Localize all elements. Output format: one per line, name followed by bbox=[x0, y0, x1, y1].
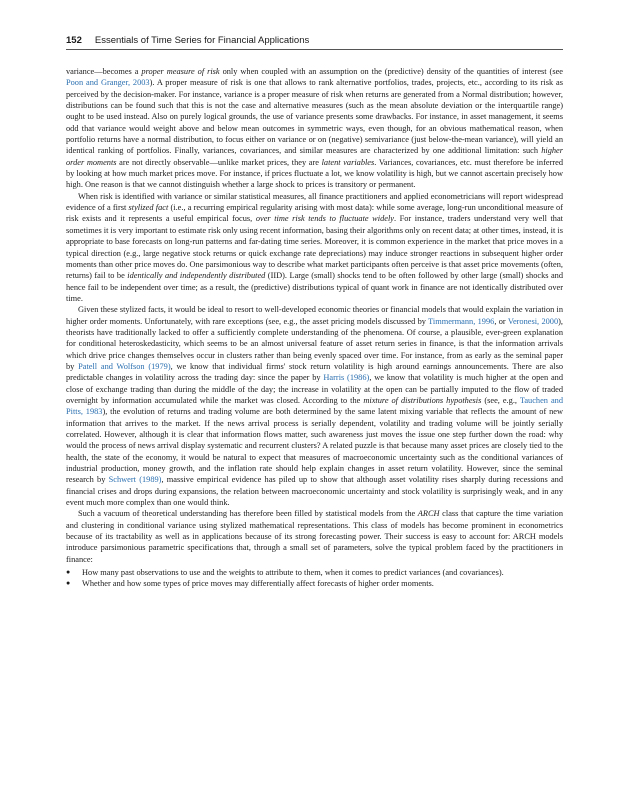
bullet-item: ● Whether and how some types of price moves may differentially affect forecasts of higher order moments. bbox=[66, 578, 563, 589]
text-run: When risk is identified with variance or similar statistical measures, all finance practitioners and applied econometricians will report widespread evidence of a first bbox=[66, 191, 563, 213]
citation-link[interactable]: Schwert (1989) bbox=[108, 475, 162, 485]
paragraph-4 bbox=[66, 508, 563, 565]
text-run: Given these stylized facts, it would be ideal to resort to well-developed economic theories or financial models that would explain the variation in higher order moments. Unfortunately, with rare exceptions (see, e.g., the asset pricing models discussed by bbox=[66, 305, 563, 326]
text-run: class that capture the time variation and clustering in conditional variance using stylized mathematical representations. This class of models has become prominent in econometrics because of its tractability as well as in applications because of its strong forecasting power. Their success is easy to account for: ARCH models introduce parsimonious parametric specifications that, through a small set of parameters, solve the typical problem faced by the practitioners in finance: bbox=[66, 509, 563, 564]
text-run: ), theorists have traditionally lacked to offer a sufficiently complete understanding of the phenomena. Of course, a plausible, ever-green explanation for conditional heteroskedasticity, which seems to be an almost universal feature of asset return series in finance, is that the information arrivals which drive price changes themselves occur in clusters rather than being evenly spaced over time. For instance, from as early as the seminal paper by bbox=[66, 316, 564, 371]
text-run: . Variances, covariances, etc. must therefore be inferred by looking at how much market prices move. For instance, if prices fluctuate a lot, we know volatility is high, but we cannot ascertain precisely how high. One reason is that we cannot distinguish whether a large shock to prices is transitory or permanent. bbox=[66, 157, 563, 190]
emphasis: identically and independently distributed bbox=[127, 271, 266, 281]
emphasis: higher order moments bbox=[66, 146, 563, 167]
emphasis: latent variables bbox=[321, 157, 375, 167]
text-run: , massive empirical evidence has piled up to show that although asset volatility rises sharply during recessions and financial crises and drops during expansions, the relation between macroeconomic uncertainty and stock volatility is surprisingly weak, and in any event much more complex than one would think. bbox=[66, 475, 564, 508]
header-rule bbox=[66, 49, 563, 50]
text-run: variance—becomes a bbox=[66, 67, 142, 76]
paragraph-3 bbox=[66, 304, 563, 508]
emphasis: ARCH bbox=[417, 509, 440, 519]
citation-link[interactable]: Patell and Wolfson (1979) bbox=[78, 361, 171, 371]
emphasis: stylized fact bbox=[128, 203, 169, 213]
text-run: (i.e., a recurring empirical regularity arising with most data): while some average, long-run unconditional measure of risk exists and it represents a useful empirical focus, bbox=[66, 203, 564, 224]
citation-link[interactable]: Tauchen and Pitts, 1983 bbox=[66, 395, 563, 417]
text-run: only when coupled with an assumption on the (predictive) density of the quantities of interest (see bbox=[219, 67, 563, 76]
text-run: (see, e.g., bbox=[481, 395, 520, 405]
text-run: . For instance, traders understand very well that sometimes it is very important to estimate risk only using recent information, basing their algorithms only on recent data; at other times, instead, it is appropriate to base forecasts on long-run patterns and far-dating time series. Moreover, it is common experience in the market that price moves in a typical direction (e.g., large negative stock returns or quick exchange rate depreciations) may induce stronger reactions in subsequent higher order moments than other price moves do. One parsimonious way to describe what market participants often perceive is that asset price movements (often, returns) fail to be bbox=[66, 214, 563, 281]
citation-link[interactable]: Timmermann, 1996 bbox=[428, 316, 495, 326]
running-header bbox=[66, 35, 563, 46]
citation-link[interactable]: Poon and Granger, 2003 bbox=[66, 78, 150, 88]
emphasis: mixture of distributions hypothesis bbox=[363, 395, 482, 405]
bullet-item: ● How many past observations to use and the weights to attribute to them, when it comes to predict variances (and covariances). bbox=[66, 567, 563, 578]
text-run: ). A proper measure of risk is one that allows to rank alternative portfolios, trades, projects, etc., according to its risk as perceived by the decision-maker. For instance, variance is a proper measure of risk when returns are generated from a Normal distribution; however, distributions can be found such that this is not the case and alternative measures (such as the mean absolute deviation or the interquartile range) ought to be used instead. Also on purely logical grounds, the use of variance presents some drawbacks. For instance, in asset management, it seems odd that variance would weight above and below mean outcomes in symmetric ways, even though, for an obvious mathematical reason, when portfolio returns have a normal distribution, to focus either on variance or on (negative) semivariance (just below-the-mean variance), will yield an identical ranking of portfolios. Finally, variances, covariances, and similar measures are characterized by one additional limitation: such bbox=[66, 78, 563, 156]
page-number: 152 bbox=[66, 35, 82, 46]
emphasis: over time risk tends to fluctuate widely bbox=[255, 214, 394, 224]
text-run: Such a vacuum of theoretical understanding has therefore been filled by statistical models from the bbox=[78, 509, 418, 519]
text-run: , we know that individual firms' stock return volatility is high around earnings announcements. There are also predictable changes in volatility across the trading day: since the paper by bbox=[66, 361, 564, 383]
text-run: ), the evolution of returns and trading volume are both determined by the same latent mixing variable that reflects the amount of new information that arrives to the market. If the news arrival process is serially dependent, volatility and trading volume will be jointly serially correlated. However, although it is clear that information flows matter, such awareness just moves the issue one step further down the road: why would the process of news arrival display systematic and recurrent clusters? A related puzzle is that because many asset prices are closely tied to the health, the state of the economy, it would be natural to expect that measures of macroeconomic uncertainty such as the conditional variances of industrial production, money growth, and the inflation rate should help explain changes in asset return volatility. However, since the seminal research by bbox=[66, 407, 563, 485]
paragraph-2 bbox=[66, 191, 563, 304]
text-run: (IID). Large (small) shocks tend to be often followed by other large (small) shocks and hence fail to be independent over time; as a result, the (predictive) distributions typical of quant work in finance are not identically distributed over time. bbox=[66, 271, 563, 303]
running-title: Essentials of Time Series for Financial Applications bbox=[94, 35, 310, 46]
bullet-list bbox=[66, 567, 563, 590]
body-text bbox=[66, 66, 563, 590]
emphasis: proper measure of risk bbox=[141, 67, 220, 76]
text-run: , or bbox=[494, 316, 508, 326]
text-run: , we know that volatility is much higher at the open and close of exchange trading than during the middle of the day; the increase in volatility at the open can be partially imputed to the flow of traded overnight by information accumulated while the market was closed. According to the bbox=[66, 373, 564, 405]
paragraph-1 bbox=[66, 66, 563, 191]
citation-link[interactable]: Veronesi, 2000 bbox=[507, 316, 559, 326]
text-run: are not directly observable—unlike market prices, they are bbox=[116, 157, 322, 167]
citation-link[interactable]: Harris (1986) bbox=[323, 373, 370, 383]
